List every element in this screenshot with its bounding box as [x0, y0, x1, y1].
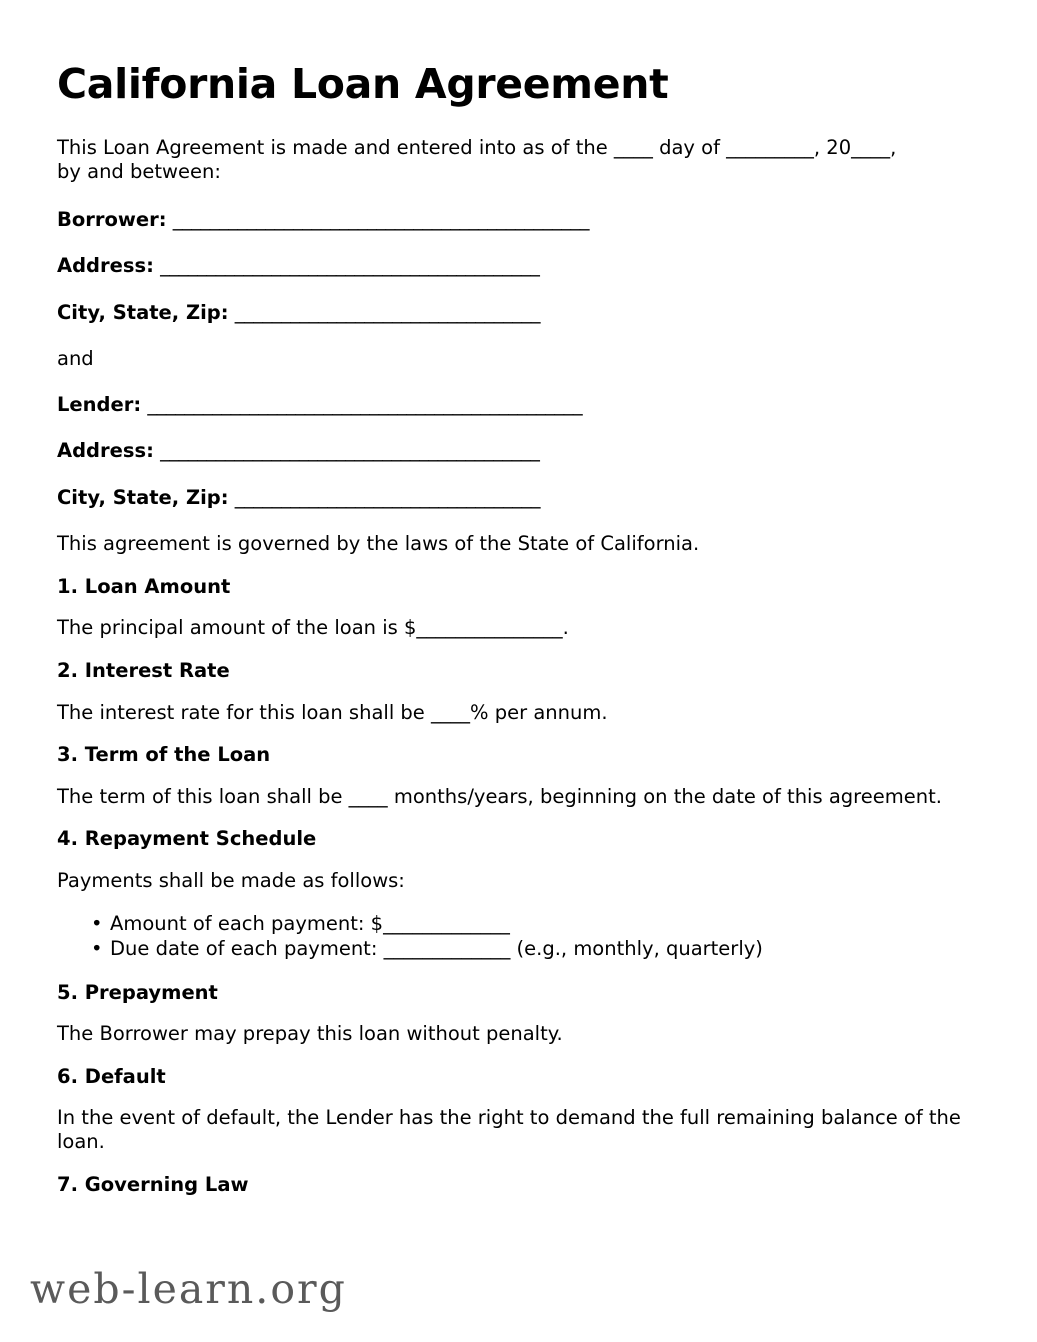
- section-heading-governing-law: 7. Governing Law: [57, 1172, 249, 1196]
- borrower-address-label: Address:: [57, 254, 154, 278]
- section-heading-prepayment: 5. Prepayment: [57, 980, 218, 1004]
- section-heading-loan-amount: 1. Loan Amount: [57, 574, 231, 598]
- borrower-city-state-zip-blank[interactable]: _________________________________: [234, 300, 541, 324]
- borrower-city-state-zip-field[interactable]: [57, 301, 975, 324]
- borrower-name-field[interactable]: [57, 208, 975, 231]
- site-watermark: web-learn.org: [30, 1265, 347, 1313]
- list-item: • Due date of each payment: _____________ (e.g., monthly, quarterly): [110, 937, 975, 962]
- lender-address-field[interactable]: [57, 439, 975, 462]
- section-heading-default: 6. Default: [57, 1064, 166, 1088]
- list-item: • Amount of each payment: $_____________: [110, 912, 975, 937]
- section-body-interest-rate: The interest rate for this loan shall be ____% per annum.: [57, 700, 608, 724]
- repayment-bullet-list: [57, 912, 975, 962]
- governing-law-statement: This agreement is governed by the laws of the State of California.: [57, 532, 700, 556]
- lender-address-blank[interactable]: _________________________________________: [160, 439, 540, 463]
- section-heading-repayment-schedule: 4. Repayment Schedule: [57, 827, 317, 851]
- intro-line-1: This Loan Agreement is made and entered into as of the ____ day of _________, 20____,: [57, 136, 897, 160]
- section-heading-term-of-loan: 3. Term of the Loan: [57, 743, 271, 767]
- borrower-name-label: Borrower:: [57, 207, 167, 231]
- lender-address-label: Address:: [57, 439, 154, 463]
- page-title: California Loan Agreement: [57, 60, 669, 108]
- section-body-term-of-loan: The term of this loan shall be ____ months/years, beginning on the date of this agreement.: [57, 784, 942, 808]
- borrower-address-blank[interactable]: _________________________________________: [160, 254, 540, 278]
- borrower-name-blank[interactable]: _____________________________________________: [172, 207, 589, 231]
- section-body-prepayment: The Borrower may prepay this loan without penalty.: [57, 1021, 563, 1045]
- borrower-address-field[interactable]: [57, 254, 975, 277]
- lender-city-state-zip-blank[interactable]: _________________________________: [234, 485, 541, 509]
- section-body-default: In the event of default, the Lender has the right to demand the full remaining balance of the loan.: [57, 1106, 961, 1153]
- lender-name-field[interactable]: [57, 393, 975, 416]
- section-heading-interest-rate: 2. Interest Rate: [57, 659, 230, 683]
- borrower-city-state-zip-label: City, State, Zip:: [57, 300, 229, 324]
- intro-line-2: by and between:: [57, 160, 221, 184]
- and-connector: and: [57, 347, 94, 370]
- lender-city-state-zip-label: City, State, Zip:: [57, 485, 229, 509]
- lender-name-label: Lender:: [57, 393, 142, 416]
- lender-city-state-zip-field[interactable]: [57, 486, 975, 509]
- section-body-repayment-schedule: Payments shall be made as follows:: [57, 868, 405, 892]
- section-body-loan-amount: The principal amount of the loan is $_______________.: [57, 616, 569, 640]
- lender-name-blank[interactable]: _______________________________________________: [147, 393, 583, 416]
- intro-paragraph: [57, 136, 962, 184]
